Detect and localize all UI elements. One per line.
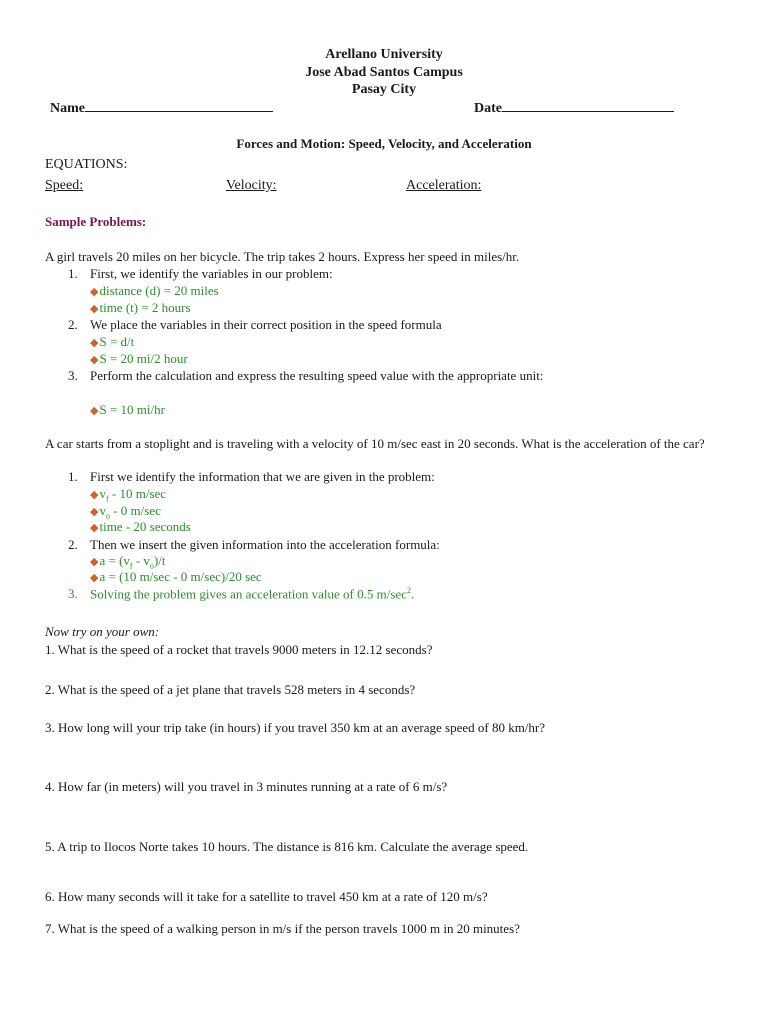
sample-problems-heading: Sample Problems: (45, 214, 147, 229)
diamond-bullet-icon: ◆ (90, 405, 99, 417)
problem2-text: A car starts from a stoplight and is traveling with a velocity of 10 m/sec east in 20 seconds. What is the acceleration of the car? (45, 436, 705, 451)
speed-label: Speed: (45, 178, 84, 193)
question-5: 5. A trip to Ilocos Norte takes 10 hours. The distance is 816 km. Calculate the average speed. (45, 839, 529, 854)
problem2-step3 (90, 586, 414, 602)
diamond-bullet-icon: ◆ (90, 572, 99, 584)
city-name: Pasay City (351, 82, 417, 97)
problem1-text: A girl travels 20 miles on her bicycle. The trip takes 2 hours. Express her speed in miles/hr. (45, 249, 520, 264)
diamond-bullet-icon: ◆ (90, 354, 99, 366)
var-v: v (99, 486, 106, 501)
problem2-step1: First we identify the information that we are given in the problem: (90, 469, 435, 484)
superscript: 2 (406, 586, 411, 595)
list-item (90, 351, 188, 367)
bullet-text: - 0 m/sec (109, 503, 161, 518)
date-label: Date (474, 101, 502, 116)
velocity-label: Velocity: (226, 178, 277, 193)
bullet-text: - 10 m/sec (108, 486, 167, 501)
list-item (90, 519, 191, 535)
diamond-bullet-icon: ◆ (90, 286, 99, 298)
problem1-step3: Perform the calculation and express the resulting speed value with the appropriate unit: (90, 368, 544, 383)
problem2-step3-number: 3. (68, 586, 78, 601)
formula-part: a = (v (99, 553, 130, 568)
bullet-text: distance (d) = 20 miles (99, 283, 219, 298)
name-label: Name (50, 101, 85, 116)
list-item (90, 402, 165, 418)
list-item (90, 503, 161, 521)
question-2: 2. What is the speed of a jet plane that travels 528 meters in 4 seconds? (45, 682, 416, 697)
diamond-bullet-icon: ◆ (90, 506, 99, 518)
bullet-text: time - 20 seconds (99, 519, 191, 534)
list-item (90, 334, 134, 350)
question-7: 7. What is the speed of a walking person in m/s if the person travels 1000 m in 20 minutes? (45, 921, 520, 936)
step3-text: Solving the problem gives an acceleration value of 0.5 m/sec (90, 586, 407, 602)
var-v: v (99, 503, 106, 518)
problem2-step2-number: 2. (68, 537, 78, 552)
formula-part: - v (132, 553, 150, 568)
list-item (90, 553, 165, 571)
bullet-text: S = 20 mi/2 hour (99, 351, 188, 366)
bullet-text: a = (10 m/sec - 0 m/sec)/20 sec (99, 569, 262, 584)
list-item (90, 300, 191, 316)
problem2-step2: Then we insert the given information into the acceleration formula: (90, 537, 440, 552)
worksheet-title: Forces and Motion: Speed, Velocity, and Acceleration (236, 136, 532, 151)
name-blank[interactable] (85, 100, 273, 112)
campus-name: Jose Abad Santos Campus (305, 65, 463, 80)
question-6: 6. How many seconds will it take for a satellite to travel 450 km at a rate of 120 m/s? (45, 889, 488, 904)
acceleration-label: Acceleration: (406, 178, 482, 193)
subscript: f (105, 494, 109, 504)
diamond-bullet-icon: ◆ (90, 303, 99, 315)
diamond-bullet-icon: ◆ (90, 337, 99, 349)
bullet-text: S = 10 mi/hr (99, 402, 165, 417)
step3-end: . (410, 586, 415, 602)
name-field (50, 100, 273, 117)
diamond-bullet-icon: ◆ (90, 556, 99, 568)
list-item (90, 569, 262, 585)
problem2-step1-number: 1. (68, 469, 78, 484)
date-field (474, 100, 674, 117)
diamond-bullet-icon: ◆ (90, 522, 99, 534)
diamond-bullet-icon: ◆ (90, 489, 99, 501)
problem1-step2: We place the variables in their correct position in the speed formula (90, 317, 442, 332)
problem1-step3-number: 3. (68, 368, 78, 383)
list-item (90, 486, 166, 504)
bullet-text: S = d/t (99, 334, 135, 349)
question-1: 1. What is the speed of a rocket that travels 9000 meters in 12.12 seconds? (45, 642, 433, 657)
question-3: 3. How long will your trip take (in hours) if you travel 350 km at an average speed of 80 km/hr? (45, 720, 546, 735)
bullet-text: time (t) = 2 hours (99, 300, 191, 315)
list-item (90, 283, 219, 299)
problem1-step2-number: 2. (68, 317, 78, 332)
practice-heading: Now try on your own: (45, 624, 160, 639)
subscript: o (105, 511, 110, 521)
subscript: o (149, 561, 154, 571)
formula-part: )/t (153, 553, 166, 568)
subscript: f (129, 561, 133, 571)
question-4: 4. How far (in meters) will you travel in 3 minutes running at a rate of 6 m/s? (45, 779, 448, 794)
equations-heading: EQUATIONS: (45, 157, 128, 172)
problem1-step1-number: 1. (68, 266, 78, 281)
problem1-step1: First, we identify the variables in our problem: (90, 266, 333, 281)
university-name: Arellano University (325, 47, 443, 62)
date-blank[interactable] (502, 100, 674, 112)
